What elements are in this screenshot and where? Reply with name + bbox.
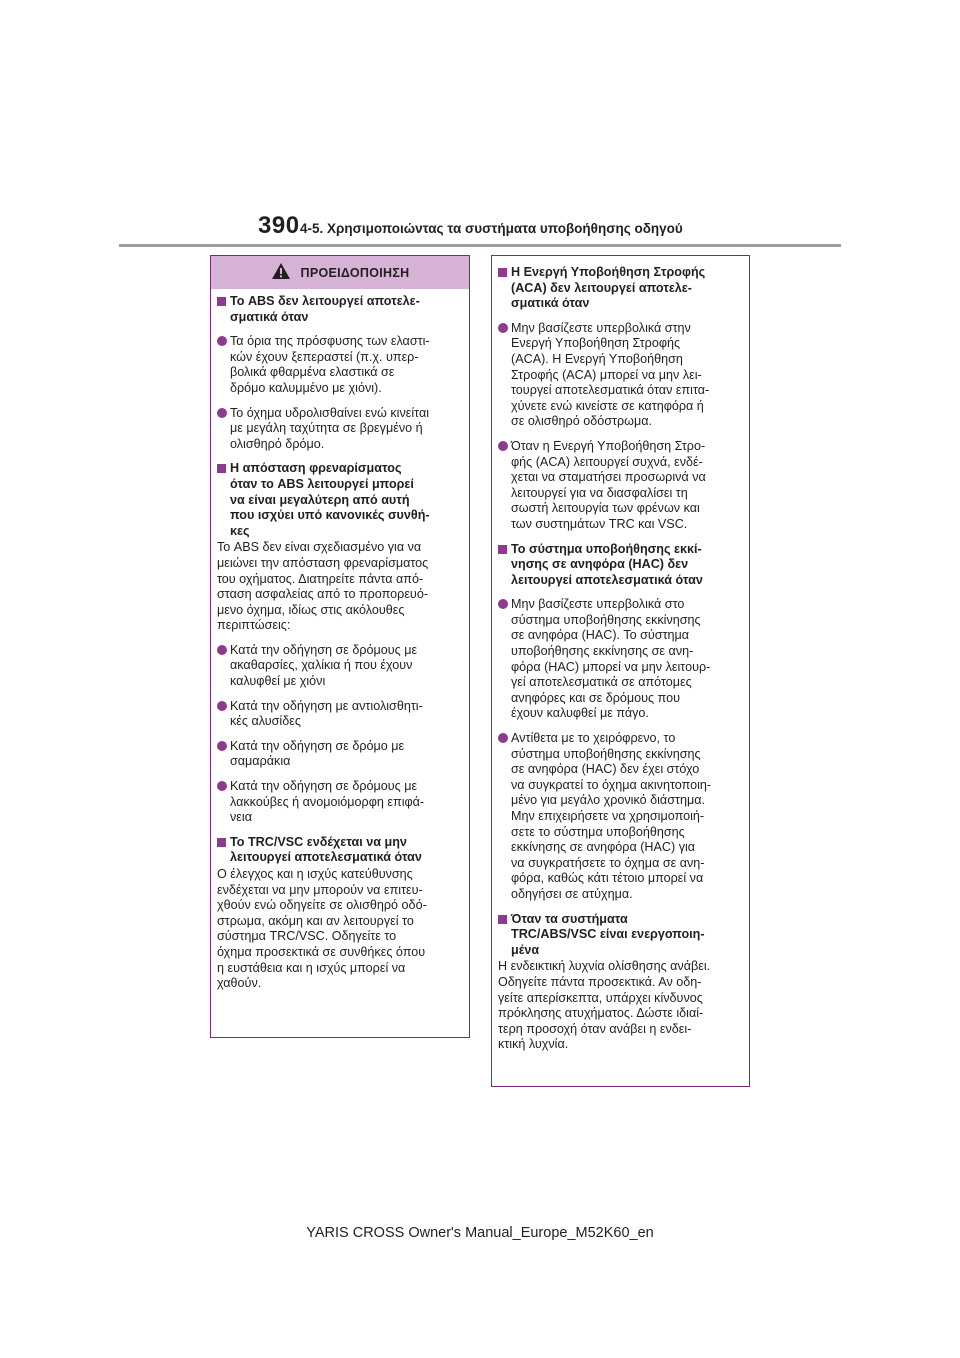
bullet-dot-icon xyxy=(217,701,227,711)
square-bullet-icon xyxy=(217,297,226,306)
text-line: κτική λυχνία. xyxy=(498,1037,569,1052)
text-line: νεια xyxy=(230,810,252,825)
bullet-dot-icon xyxy=(498,599,508,609)
list-item xyxy=(217,406,465,453)
square-bullet-icon xyxy=(217,464,226,473)
text-line: Η απόσταση φρεναρίσματος xyxy=(230,461,402,476)
text-line: σωστή λειτουργία των φρένων και xyxy=(511,501,700,516)
text-line: Κατά την οδήγηση σε δρόμους με xyxy=(230,642,418,657)
text-line: ολισθηρό δρόμο. xyxy=(230,436,325,451)
text-line: Το όχημα υδρολισθαίνει ενώ κινείται xyxy=(230,405,430,420)
text-line: να είναι μεγαλύτερη από αυτή xyxy=(230,492,410,507)
list-item xyxy=(217,779,465,826)
text-line: TRC/ABS/VSC είναι ενεργοποιη- xyxy=(511,927,705,942)
text-line: γεί αποτελεσματικά σε απότομες xyxy=(511,675,692,690)
text-line: Το σύστημα υποβοήθησης εκκί- xyxy=(511,541,702,556)
text-line: μένο για μεγάλο χρονικό διάστημα. xyxy=(511,793,705,808)
text-line: χαθούν. xyxy=(217,976,262,991)
text-line: ενδέχεται να μην μπορούν να επιτευ- xyxy=(217,882,423,897)
text-line: μενο όχημα, ιδίως στις ακόλουθες xyxy=(217,602,405,617)
warning-box-right xyxy=(491,255,750,1087)
text-line: σύστημα TRC/VSC. Οδηγείτε το xyxy=(217,929,397,944)
text-line: κών έχουν ξεπεραστεί (π.χ. υπερ- xyxy=(230,349,419,364)
text-line: Όταν τα συστήματα xyxy=(511,911,628,926)
list-item xyxy=(217,334,465,396)
text-line: σύστημα υποβοήθησης εκκίνησης xyxy=(511,612,701,627)
chapter-title: 4-5. Χρησιμοποιώντας τα συστήματα υποβοήθησης οδηγού xyxy=(300,221,683,236)
text-line: Οδηγείτε πάντα προσεκτικά. Αν οδη- xyxy=(498,974,702,989)
bullet-dot-icon xyxy=(217,741,227,751)
text-line: Στροφής (ACA) μπορεί να μην λει- xyxy=(511,367,702,382)
text-line: Το ABS δεν λειτουργεί αποτελε- xyxy=(230,294,420,308)
text-line: (ACA) δεν λειτουργεί αποτελε- xyxy=(511,280,692,295)
text-line: Κατά την οδήγηση σε δρόμο με xyxy=(230,738,405,753)
text-line: φόρα (HAC) μπορεί να μην λειτουρ- xyxy=(511,659,711,674)
text-line: έχουν καλυφθεί με πάγο. xyxy=(511,706,649,721)
text-line: Η ενδεικτική λυχνία ολίσθησης ανάβει. xyxy=(498,959,711,974)
text-line: ανηφόρες και σε δρόμους που xyxy=(511,690,681,705)
bullet-dot-icon xyxy=(498,733,508,743)
text-line: λακκούβες ή ανομοιόμορφη επιφά- xyxy=(230,794,425,809)
text-line: καλυφθεί με χιόνι xyxy=(230,674,326,689)
square-bullet-icon xyxy=(498,915,507,924)
text-line: Η Ενεργή Υποβοήθηση Στροφής xyxy=(511,265,706,279)
bullet-dot-icon xyxy=(498,323,508,333)
text-line: πρόκλησης ατυχήματος. Δώστε ιδιαί- xyxy=(498,1006,704,1021)
text-line: λειτουργεί αποτελεσματικά όταν xyxy=(230,850,422,865)
text-line: Αντίθετα με το χειρόφρενο, το xyxy=(511,731,676,746)
text-line: χθούν ενώ οδηγείτε σε ολισθηρό οδό- xyxy=(217,898,427,913)
bullet-dot-icon xyxy=(217,408,227,418)
text-line: σε ανηφόρα (HAC). Το σύστημα xyxy=(511,628,690,643)
text-line: οδηγήσει σε ατύχημα. xyxy=(511,886,633,901)
text-line: Μην βασίζεστε υπερβολικά στην xyxy=(511,320,691,335)
text-line: χύνετε ενώ κινείστε σε κατηφόρα ή xyxy=(511,398,704,413)
text-line: Ενεργή Υποβοήθηση Στροφής xyxy=(511,336,681,351)
text-line: κες xyxy=(230,523,250,538)
list-item xyxy=(217,699,465,730)
text-line: σαμαράκια xyxy=(230,754,291,769)
subheading-trc-vsc xyxy=(217,835,465,866)
text-line: ακαθαρσίες, χαλίκια ή που έχουν xyxy=(230,658,413,673)
subheading-systems-active xyxy=(498,912,745,959)
square-bullet-icon xyxy=(217,838,226,847)
text-line: σε ανηφόρα (HAC) δεν έχει στόχο xyxy=(511,762,700,777)
text-line: μένα xyxy=(511,942,540,957)
warning-triangle-icon xyxy=(271,262,291,283)
list-item xyxy=(498,439,745,533)
text-line: όχημα προσεκτικά σε συνθήκες όπου xyxy=(217,944,426,959)
text-line: όταν το ABS λειτουργεί μπορεί xyxy=(230,476,414,491)
paragraph xyxy=(498,959,745,1053)
text-line: σματικά όταν xyxy=(511,296,590,311)
text-line: γείτε απερίσκεπτα, υπάρχει κίνδυνος xyxy=(498,990,703,1005)
text-line: σματικά όταν xyxy=(230,309,309,324)
list-item xyxy=(498,731,745,903)
text-line: Κατά την οδήγηση με αντιολισθητι- xyxy=(230,698,423,713)
subheading-aca xyxy=(498,265,745,312)
text-line: των συστημάτων TRC και VSC. xyxy=(511,516,688,531)
text-line: σύστημα υποβοήθησης εκκίνησης xyxy=(511,746,701,761)
text-line: η ευστάθεια και η ισχύς μπορεί να xyxy=(217,960,406,975)
text-line: τερη προσοχή όταν ανάβει η ενδει- xyxy=(498,1021,692,1036)
footer-text: YARIS CROSS Owner's Manual_Europe_M52K60_en xyxy=(306,1225,654,1241)
text-line: λειτουργεί αποτελεσματικά όταν xyxy=(511,572,703,587)
text-line: σετε το σύστημα υποβοήθησης xyxy=(511,824,685,839)
square-bullet-icon xyxy=(498,268,507,277)
text-line: σταση ασφαλείας από το προπορευό- xyxy=(217,587,429,602)
paragraph xyxy=(217,540,465,634)
text-line: μειώνει την απόσταση φρεναρίσματος xyxy=(217,555,429,570)
text-line: Μην επιχειρήσετε να χρησιμοποιή- xyxy=(511,809,705,823)
subheading-abs-ineffective xyxy=(217,294,465,325)
square-bullet-icon xyxy=(498,545,507,554)
text-line: τουργεί αποτελεσματικά όταν επιτα- xyxy=(511,383,710,398)
text-line: σε ολισθηρό οδόστρωμα. xyxy=(511,414,652,429)
text-line: φόρα, καθώς κάτι τέτοιο μπορεί να xyxy=(511,871,704,886)
text-line: Ο έλεγχος και η ισχύς κατεύθυνσης xyxy=(217,867,413,881)
text-line: βολικά φθαρμένα ελαστικά σε xyxy=(230,365,395,380)
text-line: (ACA). Η Ενεργή Υποβοήθηση xyxy=(511,351,683,366)
list-item xyxy=(217,643,465,690)
list-item xyxy=(498,597,745,722)
text-line: Όταν η Ενεργή Υποβοήθηση Στρο- xyxy=(511,438,706,453)
warning-header xyxy=(211,256,469,289)
subheading-hac xyxy=(498,542,745,589)
warning-box-left xyxy=(210,255,470,1038)
text-line: δρόμο καλυμμένο με χιόνι). xyxy=(230,380,382,395)
text-line: κές αλυσίδες xyxy=(230,714,301,729)
list-item xyxy=(217,739,465,770)
text-line: εκκίνησης σε ανηφόρα (HAC) για xyxy=(511,840,696,855)
text-line: νησης σε ανηφόρα (HAC) δεν xyxy=(511,557,689,572)
text-line: φής (ACA) λειτουργεί συχνά, ενδέ- xyxy=(511,454,703,469)
paragraph xyxy=(217,867,465,992)
text-line: στρωμα, ακόμη και αν λειτουργεί το xyxy=(217,913,414,928)
text-line: με μεγάλη ταχύτητα σε βρεγμένο ή xyxy=(230,421,423,436)
text-line: περιπτώσεις: xyxy=(217,618,291,633)
text-line: Το TRC/VSC ενδέχεται να μην xyxy=(230,834,407,849)
subheading-braking-distance xyxy=(217,461,465,539)
text-line: χεται να σταματήσει προσωρινά να xyxy=(511,470,706,485)
list-item xyxy=(498,321,745,430)
text-line: Μην βασίζεστε υπερβολικά στο xyxy=(511,597,685,612)
text-line: που ισχύει υπό κανονικές συνθή- xyxy=(230,508,430,523)
text-line: Το ABS δεν είναι σχεδιασμένο για να xyxy=(217,540,422,555)
header-divider xyxy=(119,244,841,247)
bullet-dot-icon xyxy=(217,336,227,346)
warning-title: ΠΡΟΕΙΔΟΠΟΙΗΣΗ xyxy=(300,265,410,280)
page-number: 390 xyxy=(258,212,300,239)
text-line: να συγκρατήσετε το όχημα σε ανη- xyxy=(511,855,705,870)
text-line: Τα όρια της πρόσφυσης των ελαστι- xyxy=(230,334,430,349)
text-line: Κατά την οδήγηση σε δρόμους με xyxy=(230,779,418,794)
text-line: να συγκρατεί το όχημα ακινητοποιη- xyxy=(511,777,712,792)
bullet-dot-icon xyxy=(498,441,508,451)
text-line: του οχήματος. Διατηρείτε πάντα από- xyxy=(217,571,424,586)
text-line: λειτουργεί για να διασφαλίσει τη xyxy=(511,485,688,500)
text-line: υποβοήθησης εκκίνησης σε ανη- xyxy=(511,644,694,659)
bullet-dot-icon xyxy=(217,781,227,791)
bullet-dot-icon xyxy=(217,645,227,655)
